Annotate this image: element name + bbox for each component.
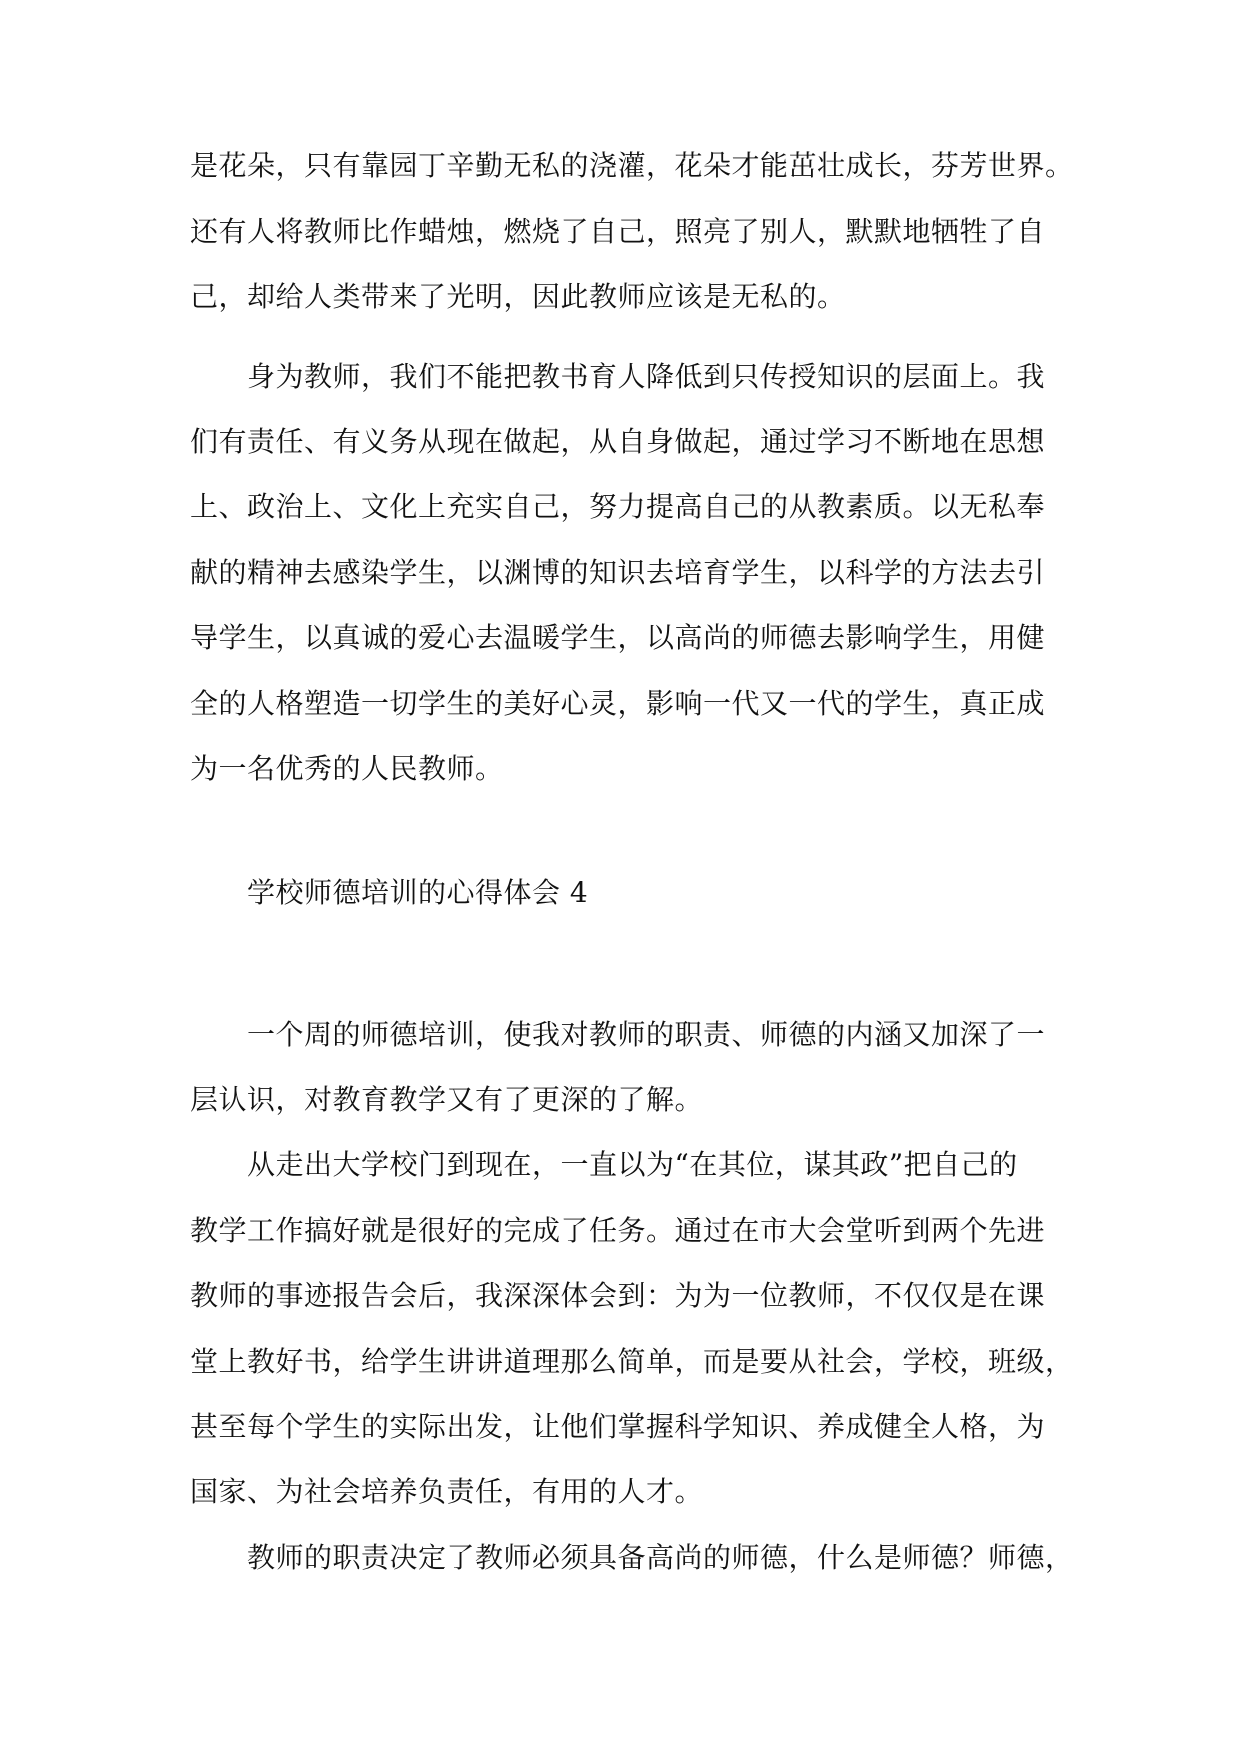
paragraph-line: 导学生，以真诚的爱心去温暖学生，以高尚的师德去影响学生，用健	[190, 621, 1046, 654]
paragraph-line: 为一名优秀的人民教师。	[190, 752, 504, 785]
paragraph-line: 国家、为社会培养负责任，有用的人才。	[190, 1475, 704, 1508]
paragraph-line: 甚至每个学生的实际出发，让他们掌握科学知识、养成健全人格，为	[190, 1410, 1046, 1443]
paragraph-line: 教师的职责决定了教师必须具备高尚的师德，什么是师德？师德，	[247, 1541, 1074, 1574]
paragraph-line: 己，却给人类带来了光明，因此教师应该是无私的。	[190, 280, 846, 313]
paragraph-line: 是花朵，只有靠园丁辛勤无私的浇灌，花朵才能茁壮成长，芬芳世界。	[190, 149, 1074, 182]
paragraph-line: 堂上教好书，给学生讲讲道理那么简单，而是要从社会，学校，班级，	[190, 1345, 1074, 1378]
paragraph-line: 还有人将教师比作蜡烛，燃烧了自己，照亮了别人，默默地牺牲了自	[190, 215, 1046, 248]
section-heading: 学校师德培训的心得体会 4	[247, 876, 589, 909]
paragraph-line: 身为教师，我们不能把教书育人降低到只传授知识的层面上。我	[247, 360, 1046, 393]
paragraph-line: 从走出大学校门到现在，一直以为“在其位，谋其政”把自己的	[247, 1148, 1018, 1181]
paragraph-line: 教师的事迹报告会后，我深深体会到：为为一位教师，不仅仅是在课	[190, 1279, 1046, 1312]
paragraph-line: 上、政治上、文化上充实自己，努力提高自己的从教素质。以无私奉	[190, 490, 1046, 523]
paragraph-line: 教学工作搞好就是很好的完成了任务。通过在市大会堂听到两个先进	[190, 1214, 1046, 1247]
paragraph-line: 全的人格塑造一切学生的美好心灵，影响一代又一代的学生，真正成	[190, 687, 1046, 720]
paragraph-line: 献的精神去感染学生，以渊博的知识去培育学生，以科学的方法去引	[190, 556, 1046, 589]
paragraph-line: 一个周的师德培训，使我对教师的职责、师德的内涵又加深了一	[247, 1018, 1046, 1051]
paragraph-line: 层认识，对教育教学又有了更深的了解。	[190, 1083, 704, 1116]
paragraph-line: 们有责任、有义务从现在做起，从自身做起，通过学习不断地在思想	[190, 425, 1046, 458]
